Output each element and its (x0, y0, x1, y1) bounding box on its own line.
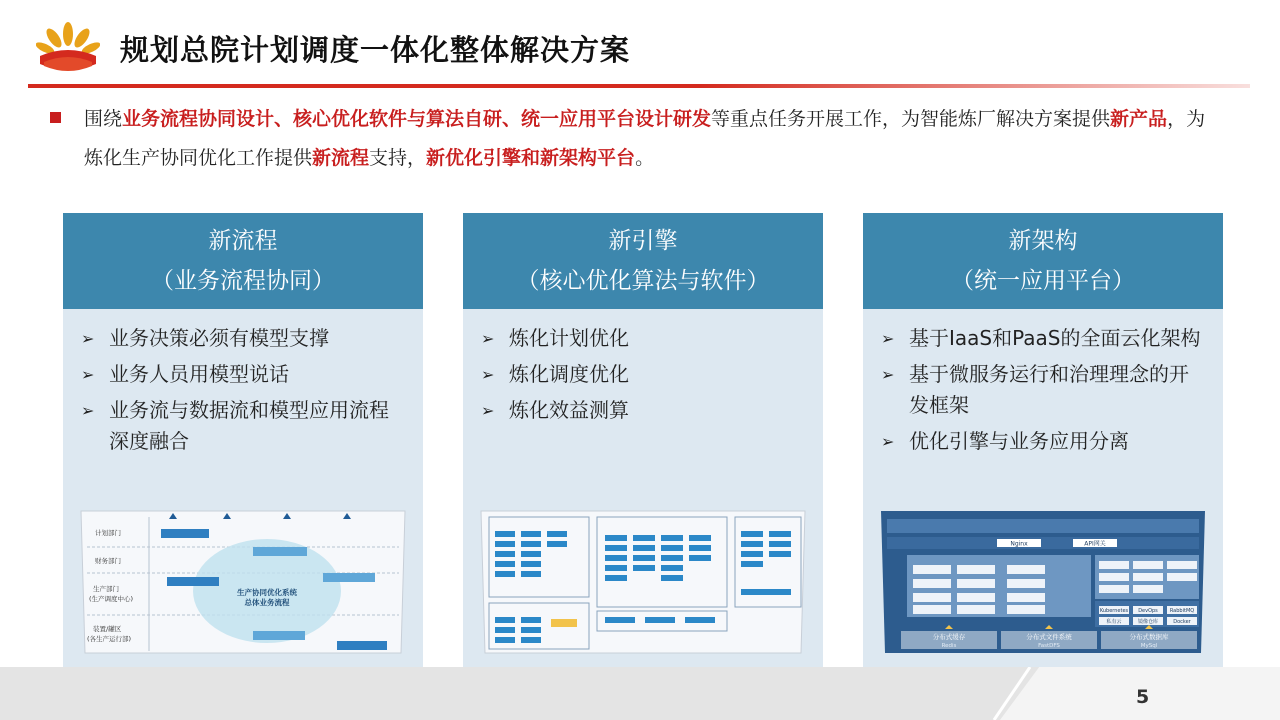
list-item: ➢ 基于IaaS和PaaS的全面云化架构 (877, 323, 1203, 354)
card-new-process (63, 213, 423, 667)
list-item: ➢ 炼化计划优化 (477, 323, 803, 354)
intro-highlight-3: 新流程 (312, 147, 370, 169)
card-header (863, 213, 1223, 309)
card-header (463, 213, 823, 309)
infra-devops: DevOps (1138, 608, 1158, 614)
card-subtitle: （核心优化算法与软件） (516, 268, 770, 294)
card-title: 新引擎 (608, 228, 678, 254)
svg-text:(各生产运行部): (各生产运行部) (87, 635, 132, 643)
intro-text-5: 。 (635, 147, 655, 169)
header-divider (28, 84, 1250, 88)
gateway-nginx: Nginx (1010, 540, 1028, 548)
page-title: 规划总院计划调度一体化整体解决方案 (120, 33, 631, 67)
intro-paragraph (84, 100, 1224, 178)
svg-text:(生产调度中心): (生产调度中心) (89, 595, 134, 603)
row-label-planning: 计划部门 (95, 529, 121, 537)
card-subtitle: （统一应用平台） (951, 268, 1135, 294)
intro-highlight-2: 新产品 (1110, 108, 1168, 130)
storage-cache: 分布式缓存 (932, 633, 966, 641)
intro-text-1: 围绕 (84, 108, 123, 130)
storage-fs: 分布式文件系统 (1026, 633, 1072, 641)
arrow-bullet-icon: ➢ (81, 329, 95, 348)
infra-image-repo: 镜像仓库 (1137, 619, 1159, 625)
list-item: ➢ 业务流与数据流和模型应用流程深度融合 (77, 395, 403, 457)
card-list (463, 309, 823, 426)
intro-text-2: 等重点任务开展工作，为智能炼厂解决方案提供 (711, 108, 1111, 130)
card-list (863, 309, 1223, 457)
intro-text-3: ，为炼化生产协同优化工作提供 (84, 108, 1206, 169)
storage-db: 分布式数据库 (1129, 633, 1169, 641)
list-item: ➢ 优化引擎与业务应用分离 (877, 426, 1203, 457)
list-item: ➢ 业务人员用模型说话 (77, 359, 403, 390)
gateway-api: API网关 (1084, 540, 1106, 548)
storage-redis: Redis (941, 643, 957, 649)
infra-rabbitmq: RabbitMQ (1169, 608, 1195, 614)
arrow-bullet-icon: ➢ (881, 329, 895, 348)
arrow-bullet-icon: ➢ (81, 365, 95, 384)
list-item: ➢ 炼化调度优化 (477, 359, 803, 390)
arrow-bullet-icon: ➢ (481, 401, 495, 420)
infra-docker: Docker (1173, 619, 1191, 625)
intro-text-4: 支持， (369, 147, 427, 169)
infra-private-cloud: 私有云 (1106, 619, 1122, 625)
card-new-engine (463, 213, 823, 667)
card-header (63, 213, 423, 309)
list-item: ➢ 基于微服务运行和治理理念的开发框架 (877, 359, 1203, 421)
card-subtitle: （业务流程协同） (151, 268, 335, 294)
list-item: ➢ 炼化效益测算 (477, 395, 803, 426)
footer-decor-line (990, 667, 1050, 720)
arrow-bullet-icon: ➢ (481, 329, 495, 348)
storage-mysql: MySql (1140, 643, 1158, 649)
diagram-center-label: 生产协同优化系统 (237, 588, 297, 597)
row-label-finance: 财务部门 (95, 557, 121, 565)
platform-architecture-diagram (877, 507, 1209, 655)
list-item: ➢ 业务决策必须有模型支撑 (77, 323, 403, 354)
intro-highlight-4: 新优化引擎和新架构平台 (426, 147, 636, 169)
svg-text:总体业务流程: 总体业务流程 (244, 598, 290, 607)
engine-architecture-diagram (477, 507, 809, 655)
arrow-bullet-icon: ➢ (481, 365, 495, 384)
card-list (63, 309, 423, 457)
row-label-unit: 装置/罐区 (93, 625, 122, 633)
storage-fastdfs: FastDFS (1038, 643, 1060, 649)
page-number: 5 (1136, 686, 1150, 708)
arrow-bullet-icon: ➢ (881, 365, 895, 384)
arrow-bullet-icon: ➢ (81, 401, 95, 420)
card-title: 新流程 (208, 228, 278, 254)
row-label-production: 生产部门 (93, 585, 119, 593)
arrow-bullet-icon: ➢ (881, 432, 895, 451)
intro-bullet (50, 112, 61, 123)
card-new-architecture (863, 213, 1223, 667)
card-title: 新架构 (1008, 228, 1078, 254)
infra-kubernetes: Kubernetes (1099, 608, 1129, 614)
process-flow-diagram (77, 507, 409, 655)
intro-highlight-1: 业务流程协同设计、核心优化软件与算法自研、统一应用平台设计研发 (122, 108, 712, 130)
company-logo (36, 20, 100, 76)
